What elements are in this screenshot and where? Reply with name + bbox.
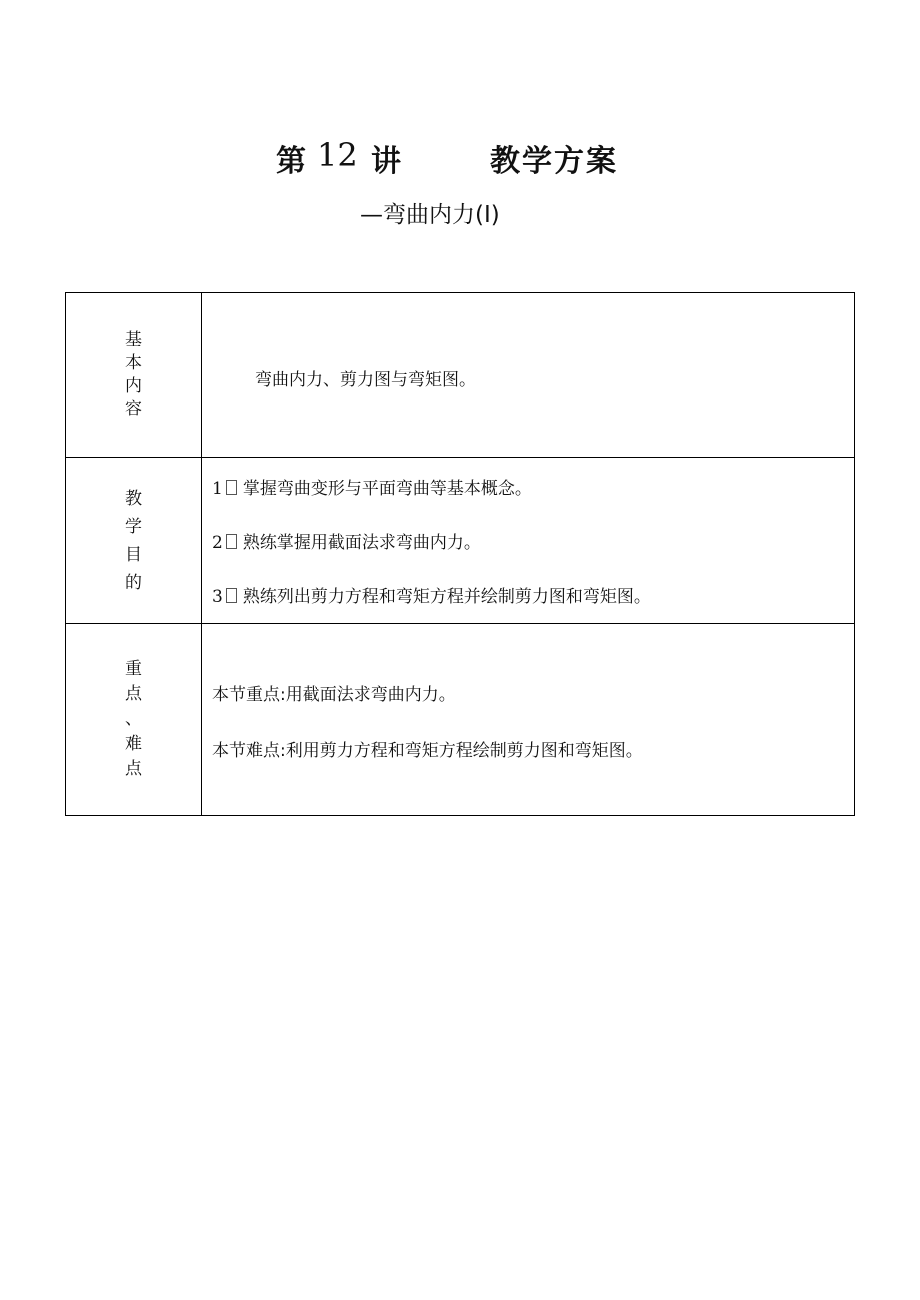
label-char: 内 [125, 376, 142, 396]
label-char: 难 [125, 734, 142, 754]
row-label-basic-content [66, 293, 202, 458]
lecture-suffix: 讲 [371, 144, 401, 179]
table-row [66, 458, 855, 624]
lecture-prefix: 第 [276, 144, 307, 179]
list-item [212, 528, 481, 553]
page-title [0, 136, 920, 180]
label-char: 点 [125, 684, 142, 704]
basic-content-cell [202, 293, 855, 458]
list-item [212, 474, 532, 499]
item-number: 2 [212, 533, 223, 553]
label-char: 本 [125, 353, 142, 373]
label-char: 目 [125, 544, 142, 565]
table-row [66, 293, 855, 458]
placeholder-box-icon [226, 534, 237, 549]
key-point-text: 本节重点:用截面法求弯曲内力。 [212, 685, 456, 705]
item-text: 掌握弯曲变形与平面弯曲等基本概念。 [242, 479, 532, 499]
label-char: 重 [125, 659, 142, 679]
label-char: 基 [125, 330, 142, 350]
placeholder-box-icon [226, 480, 237, 495]
item-number: 1 [212, 479, 223, 499]
label-char: 的 [125, 572, 142, 593]
label-char: 容 [125, 399, 142, 419]
row-label-key-difficult-points [66, 624, 202, 816]
item-text: 熟练掌握用截面法求弯曲内力。 [242, 533, 481, 553]
plan-title: 教学方案 [490, 144, 618, 179]
row-label-teaching-goals [66, 458, 202, 624]
teaching-goals-cell [202, 458, 855, 624]
difficult-point-text: 本节难点:利用剪力方程和弯矩方程绘制剪力图和弯矩图。 [212, 741, 643, 761]
teaching-plan-table [65, 292, 855, 816]
label-char: 点 [125, 759, 142, 779]
basic-content-text: 弯曲内力、剪力图与弯矩图。 [255, 370, 476, 390]
page-subtitle: —弯曲内力(Ⅰ) [360, 202, 500, 228]
item-number: 3 [212, 587, 223, 607]
label-char: 学 [125, 516, 142, 537]
list-item [212, 582, 651, 607]
placeholder-box-icon [226, 588, 237, 603]
item-text: 熟练列出剪力方程和弯矩方程并绘制剪力图和弯矩图。 [242, 587, 651, 607]
table-row [66, 624, 855, 816]
key-points-cell [202, 624, 855, 816]
label-char: 、 [125, 709, 142, 729]
lecture-number: 12 [317, 136, 358, 174]
label-char: 教 [125, 488, 142, 509]
